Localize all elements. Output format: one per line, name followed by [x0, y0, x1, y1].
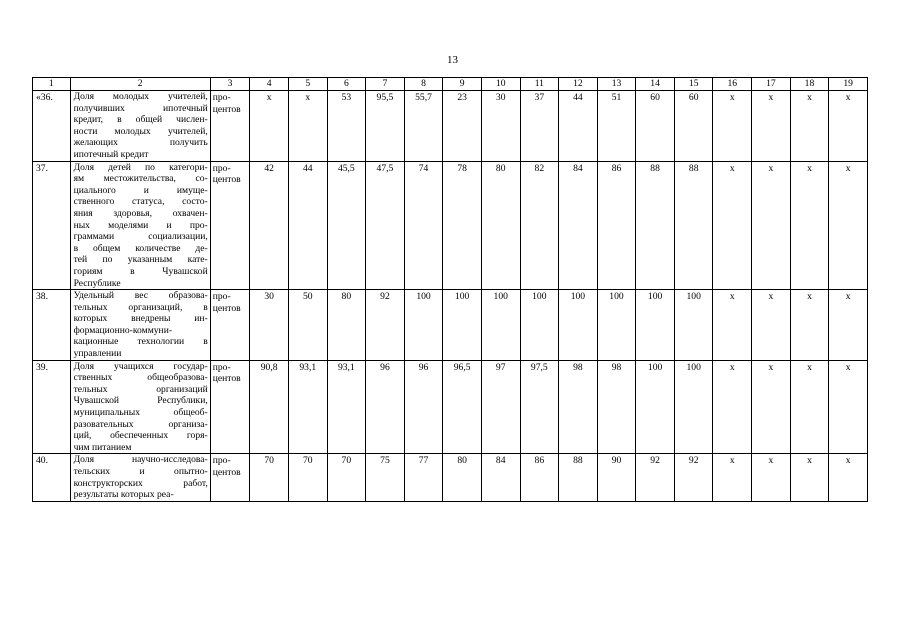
value-cell: 51	[597, 91, 636, 162]
description-line: конструкторских работ,	[73, 477, 208, 489]
value-cell: 96,5	[443, 360, 482, 454]
column-number-8: 8	[404, 78, 443, 91]
value-cell: 60	[674, 91, 713, 162]
value-cell: 44	[288, 161, 327, 290]
description-line: циального и имуще-	[73, 184, 208, 196]
value-cell: 93,1	[288, 360, 327, 454]
description-line: ипотечный кредит	[73, 148, 149, 160]
unit-line: центов	[212, 467, 241, 478]
description-line: ных моделями и про-	[73, 219, 208, 231]
row-number: «36.	[33, 91, 71, 162]
value-cell: 92	[674, 454, 713, 501]
value-cell: 80	[481, 161, 520, 290]
unit-of-measure	[210, 161, 250, 290]
indicators-table	[32, 77, 868, 502]
value-cell: 92	[636, 454, 675, 501]
column-number-16: 16	[713, 78, 752, 91]
unit-line: центов	[212, 174, 241, 186]
column-number-18: 18	[790, 78, 829, 91]
indicator-description	[70, 454, 210, 501]
value-cell: 96	[366, 360, 405, 454]
value-cell: 97	[481, 360, 520, 454]
column-number-5: 5	[288, 78, 327, 91]
value-cell: 100	[404, 290, 443, 361]
value-cell: 80	[443, 454, 482, 501]
value-cell: 88	[559, 454, 598, 501]
value-cell: 55,7	[404, 91, 443, 162]
value-cell: 100	[674, 360, 713, 454]
value-cell: 84	[559, 161, 598, 290]
description-line: получивших ипотечный	[73, 102, 208, 114]
description-line: ций, обеспеченных горя-	[73, 430, 208, 442]
description-line: управлении	[73, 348, 122, 360]
column-number-17: 17	[752, 78, 791, 91]
value-cell: х	[250, 91, 289, 162]
value-cell: 78	[443, 161, 482, 290]
value-cell: х	[713, 290, 752, 361]
value-cell: 80	[327, 290, 366, 361]
indicator-description	[70, 91, 210, 162]
value-cell: 100	[559, 290, 598, 361]
description-line: Республике	[73, 277, 121, 289]
description-line: тей по указанным кате-	[73, 254, 208, 266]
value-cell: 70	[250, 454, 289, 501]
value-cell: 82	[520, 161, 559, 290]
value-cell: х	[829, 290, 868, 361]
value-cell: 93,1	[327, 360, 366, 454]
column-number-9: 9	[443, 78, 482, 91]
value-cell: 86	[520, 454, 559, 501]
table-row	[33, 454, 868, 501]
unit-line: про-	[212, 162, 231, 174]
description-line: Доля детей по категори-	[73, 161, 208, 173]
unit-line: центов	[212, 103, 241, 115]
value-cell: 37	[520, 91, 559, 162]
value-cell: 75	[366, 454, 405, 501]
value-cell: 96	[404, 360, 443, 454]
value-cell: 97,5	[520, 360, 559, 454]
value-cell: 47,5	[366, 161, 405, 290]
value-cell: 42	[250, 161, 289, 290]
description-line: формационно-коммуни-	[73, 324, 173, 336]
value-cell: 44	[559, 91, 598, 162]
unit-line: центов	[212, 302, 241, 314]
value-cell: х	[752, 290, 791, 361]
unit-of-measure	[210, 360, 250, 454]
value-cell: х	[752, 360, 791, 454]
value-cell: 86	[597, 161, 636, 290]
description-line: Доля учащихся государ-	[73, 360, 208, 372]
value-cell: 84	[481, 454, 520, 501]
value-cell: 70	[288, 454, 327, 501]
description-line: Удельный вес образова-	[73, 290, 208, 302]
value-cell: х	[713, 91, 752, 162]
value-cell: 100	[636, 290, 675, 361]
description-line: результаты которых реа-	[73, 489, 174, 501]
column-number-6: 6	[327, 78, 366, 91]
value-cell: 98	[559, 360, 598, 454]
value-cell: 23	[443, 91, 482, 162]
indicator-description	[70, 290, 210, 361]
column-number-row	[33, 78, 868, 91]
value-cell: 100	[636, 360, 675, 454]
value-cell: х	[829, 360, 868, 454]
unit-line: про-	[212, 455, 231, 467]
unit-of-measure	[210, 290, 250, 361]
unit-of-measure	[210, 91, 250, 162]
indicator-description	[70, 360, 210, 454]
value-cell: 50	[288, 290, 327, 361]
value-cell: х	[790, 454, 829, 501]
description-line: чим питанием	[73, 441, 132, 453]
value-cell: 30	[481, 91, 520, 162]
value-cell: 95,5	[366, 91, 405, 162]
value-cell: 53	[327, 91, 366, 162]
description-line: кационные технологии в	[73, 336, 208, 348]
value-cell: 70	[327, 454, 366, 501]
value-cell: 60	[636, 91, 675, 162]
column-number-12: 12	[559, 78, 598, 91]
unit-line: центов	[212, 373, 241, 385]
value-cell: 100	[674, 290, 713, 361]
value-cell: х	[790, 290, 829, 361]
value-cell: 98	[597, 360, 636, 454]
table-row	[33, 360, 868, 454]
value-cell: х	[790, 161, 829, 290]
column-number-7: 7	[366, 78, 405, 91]
description-line: желающих получить	[73, 137, 208, 149]
value-cell: х	[790, 91, 829, 162]
value-cell: 88	[636, 161, 675, 290]
table-row	[33, 161, 868, 290]
row-number: 39.	[33, 360, 71, 454]
description-line: ности молодых учителей,	[73, 125, 208, 137]
value-cell: 90	[597, 454, 636, 501]
description-line: тельных организаций	[73, 383, 208, 395]
description-line: Доля молодых учителей,	[73, 91, 208, 102]
column-number-10: 10	[481, 78, 520, 91]
column-number-1: 1	[33, 78, 71, 91]
column-number-11: 11	[520, 78, 559, 91]
value-cell: х	[829, 454, 868, 501]
value-cell: х	[288, 91, 327, 162]
row-number: 40.	[33, 454, 71, 501]
description-line: муниципальных общеоб-	[73, 407, 208, 419]
table-row	[33, 91, 868, 162]
value-cell: 100	[443, 290, 482, 361]
indicator-description	[70, 161, 210, 290]
description-line: разовательных организа-	[73, 418, 208, 430]
value-cell: 100	[481, 290, 520, 361]
column-number-15: 15	[674, 78, 713, 91]
value-cell: 77	[404, 454, 443, 501]
page-number: 13	[447, 54, 458, 66]
description-line: яния здоровья, охвачен-	[73, 207, 208, 219]
description-line: ственных общеобразова-	[73, 372, 208, 384]
column-number-2: 2	[70, 78, 210, 91]
unit-line: про-	[212, 361, 231, 373]
value-cell: х	[829, 161, 868, 290]
description-line: ственного статуса, состо-	[73, 196, 208, 208]
value-cell: 90,8	[250, 360, 289, 454]
description-line: в общем количестве де-	[73, 242, 208, 254]
value-cell: 100	[520, 290, 559, 361]
value-cell: х	[790, 360, 829, 454]
value-cell: 92	[366, 290, 405, 361]
value-cell: х	[752, 91, 791, 162]
value-cell: 74	[404, 161, 443, 290]
description-line: ям местожительства, со-	[73, 173, 208, 185]
row-number: 37.	[33, 161, 71, 290]
value-cell: 88	[674, 161, 713, 290]
column-number-19: 19	[829, 78, 868, 91]
column-number-13: 13	[597, 78, 636, 91]
description-line: гориям в Чувашской	[73, 265, 208, 277]
column-number-4: 4	[250, 78, 289, 91]
value-cell: х	[829, 91, 868, 162]
value-cell: х	[713, 454, 752, 501]
value-cell: х	[752, 161, 791, 290]
description-line: которых внедрены ин-	[73, 313, 208, 325]
row-number: 38.	[33, 290, 71, 361]
unit-line: про-	[212, 291, 231, 303]
value-cell: 45,5	[327, 161, 366, 290]
description-line: Доля научно-исследова-	[73, 454, 208, 466]
description-line: тельных организаций, в	[73, 301, 208, 313]
description-line: тельских и опытно-	[73, 466, 208, 477]
value-cell: х	[713, 161, 752, 290]
value-cell: 30	[250, 290, 289, 361]
table-row	[33, 290, 868, 361]
column-number-3: 3	[210, 78, 250, 91]
value-cell: 100	[597, 290, 636, 361]
value-cell: х	[713, 360, 752, 454]
column-number-14: 14	[636, 78, 675, 91]
description-line: Чувашской Республики,	[73, 395, 208, 407]
description-line: граммами социализации,	[73, 231, 208, 243]
unit-of-measure	[210, 454, 250, 501]
value-cell: х	[752, 454, 791, 501]
description-line: кредит, в общей числен-	[73, 114, 208, 126]
unit-line: про-	[212, 92, 231, 103]
